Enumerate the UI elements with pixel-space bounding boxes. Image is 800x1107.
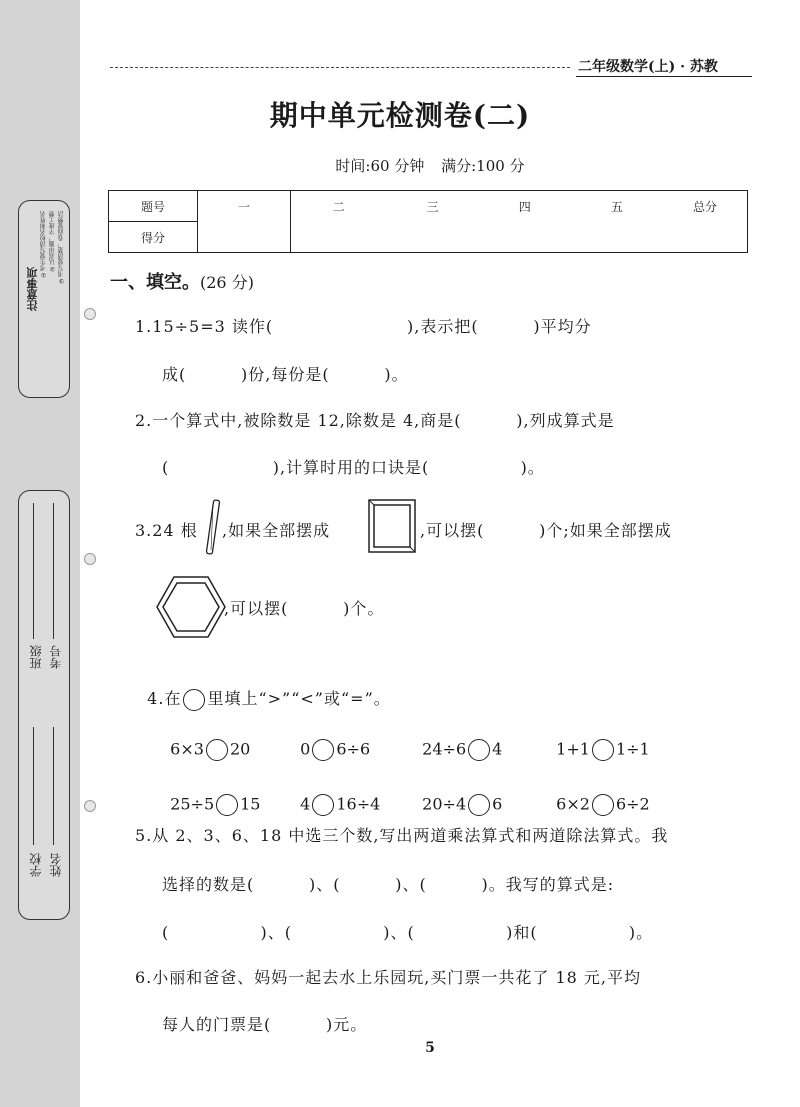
binding-hole [84, 800, 96, 812]
field-name: 姓名 [49, 853, 63, 877]
cmp-left: 1+1 [556, 739, 590, 759]
question-4-title [135, 667, 391, 711]
cmp-left: 20÷4 [422, 794, 467, 814]
answer-circle[interactable] [592, 739, 614, 761]
binding-hole [84, 553, 96, 565]
question-3-line-2: ,可以摆( )个。 [224, 599, 385, 618]
question-3-part-2: ,如果全部摆成 [222, 521, 331, 540]
section-heading [110, 268, 254, 294]
question-1-line-1: 1.15÷5=3 读作( ),表示把( )平均分 [135, 317, 592, 336]
header-dashed-rule [110, 67, 570, 68]
column-5: 五 [571, 191, 663, 222]
notice-title: 注意事项 [26, 267, 39, 311]
field-class: 班级 [29, 645, 43, 669]
comparison-row-2 [546, 775, 650, 816]
comparison-row-1 [290, 720, 370, 761]
header-rule [576, 76, 752, 77]
answer-circle[interactable] [216, 794, 238, 816]
score-cell[interactable] [663, 222, 748, 253]
answer-circle[interactable] [468, 794, 490, 816]
page-title: 期中单元检测卷(二) [269, 99, 531, 132]
comparison-row-1 [160, 720, 250, 761]
cmp-right: 1÷1 [615, 739, 650, 759]
school-line [33, 727, 34, 845]
answer-circle[interactable] [312, 739, 334, 761]
row-label-question: 题号 [109, 191, 198, 222]
cmp-right: 15 [240, 794, 261, 814]
section-points: (26 分) [200, 273, 254, 292]
column-3: 三 [387, 191, 479, 222]
comparison-row-2 [290, 775, 380, 816]
question-5-line-3: ( )、( )、( )和( )。 [162, 923, 654, 942]
score-cell[interactable] [479, 222, 571, 253]
row-label-score: 得分 [109, 222, 198, 253]
notice-box [18, 200, 70, 398]
question-5-line-1: 5.从 2、3、6、18 中选三个数,写出两道乘法算式和两道除法算式。我 [135, 826, 669, 845]
score-cell[interactable] [198, 222, 291, 253]
question-6-line-2: 每人的门票是( )元。 [162, 1015, 368, 1034]
square-of-sticks-icon [366, 497, 418, 559]
binding-hole [84, 308, 96, 320]
cmp-left: 4 [300, 794, 311, 814]
comparison-row-2 [160, 775, 260, 816]
cmp-left: 25÷5 [170, 794, 215, 814]
notice-line: ②认真审题，字迹工整 [49, 211, 56, 272]
comparison-circle-icon [183, 689, 205, 711]
score-info: 满分:100 分 [441, 157, 525, 175]
cmp-left: 6×2 [556, 794, 590, 814]
score-table [108, 190, 748, 253]
section-title: 一、填空。 [110, 272, 200, 293]
exam-info [0, 155, 800, 176]
question-5-line-2: 选择的数是( )、( )、( )。我写的算式是: [162, 875, 615, 894]
column-2: 二 [291, 191, 387, 222]
answer-circle[interactable] [312, 794, 334, 816]
question-3-part-3: ,可以摆( )个;如果全部摆成 [420, 521, 672, 540]
comparison-row-2 [412, 775, 502, 816]
question-4-title-end: 里填上“>”“<”或“=”。 [207, 689, 391, 708]
cmp-left: 0 [300, 739, 311, 759]
page-number: 5 [425, 1040, 435, 1056]
cmp-right: 6 [492, 794, 503, 814]
hexagon-of-sticks-icon [154, 574, 228, 644]
comparison-row-1 [546, 720, 650, 761]
notice-line: ①考生要写清校名和姓名 [40, 211, 47, 278]
question-2-line-2: ( ),计算时用的口诀是( )。 [162, 458, 545, 477]
cmp-right: 16÷4 [336, 794, 381, 814]
column-1: 一 [198, 191, 291, 222]
student-info-box [18, 490, 70, 920]
cmp-right: 4 [492, 739, 503, 759]
answer-circle[interactable] [592, 794, 614, 816]
cmp-right: 20 [229, 739, 251, 759]
answer-circle[interactable] [468, 739, 490, 761]
question-3-part-1: 3.24 根 [135, 521, 198, 540]
question-2-line-1: 2.一个算式中,被除数是 12,除数是 4,商是( ),列成算式是 [135, 411, 615, 430]
field-exam-no: 考号 [49, 645, 63, 669]
stick-icon [205, 498, 221, 560]
book-label: 二年级数学(上) · 苏教 [578, 59, 718, 75]
column-4: 四 [479, 191, 571, 222]
time-info: 时间:60 分钟 [335, 157, 425, 175]
answer-circle[interactable] [206, 739, 228, 761]
class-line [33, 503, 34, 639]
field-school: 学校 [29, 853, 43, 877]
score-cell[interactable] [571, 222, 663, 253]
cmp-left: 6×3 [170, 739, 204, 759]
score-cell[interactable] [387, 222, 479, 253]
cmp-right: 6÷2 [615, 794, 650, 814]
exam-no-line [53, 503, 54, 639]
comparison-row-1 [412, 720, 502, 761]
question-1-line-2: 成( )份,每份是( )。 [162, 365, 409, 384]
column-total: 总分 [663, 191, 748, 222]
question-6-line-1: 6.小丽和爸爸、妈妈一起去水上乐园玩,买门票一共花了 18 元,平均 [135, 968, 641, 987]
notice-line: ③书写要清楚，卷面要整洁 [58, 211, 65, 284]
name-line [53, 727, 54, 845]
score-cell[interactable] [291, 222, 387, 253]
cmp-left: 24÷6 [422, 739, 467, 759]
cmp-right: 6÷6 [336, 739, 371, 759]
question-4-title-start: 4.在 [147, 689, 182, 708]
